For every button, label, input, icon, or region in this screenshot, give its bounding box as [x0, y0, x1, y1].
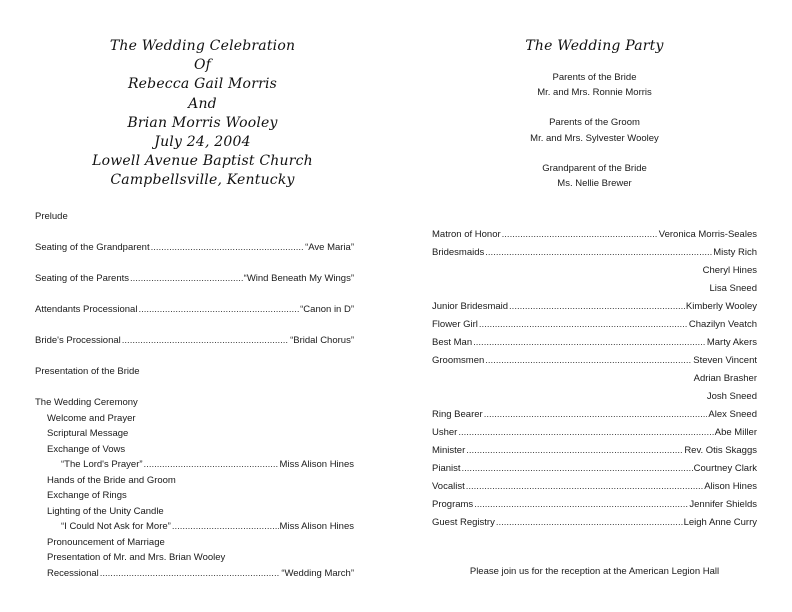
dot-leader [172, 519, 279, 535]
groom-name: Brian Morris Wooley [127, 114, 278, 131]
party-name: Alex Sneed [708, 409, 757, 420]
dot-leader [485, 244, 712, 262]
dot-leader [100, 566, 281, 582]
party-name: Steven Vincent [693, 355, 757, 366]
program-item-ceremony: The Wedding Ceremony [35, 397, 138, 408]
program-item-seating-parents [35, 271, 354, 287]
ceremony-step-recessional [35, 566, 354, 582]
wedding-date: July 24, 2004 [154, 134, 251, 151]
party-name: Misty Rich [713, 247, 757, 258]
ceremony-step-hands: Hands of the Bride and Groom [47, 474, 176, 486]
party-name: Lisa Sneed [709, 283, 757, 294]
party-role: Vocalist [432, 481, 465, 492]
dot-leader [479, 316, 688, 334]
party-name: Alison Hines [704, 481, 757, 492]
party-row-flower-girl [432, 316, 757, 334]
dot-leader [509, 298, 685, 316]
program-item-value: “Wedding March” [281, 567, 354, 579]
ceremony-step-vows: Exchange of Vows [47, 443, 126, 455]
program-item-label: Attendants Processional [35, 304, 138, 315]
title-line: The Wedding Celebration [109, 38, 296, 54]
left-panel [35, 0, 354, 612]
program-item-label: Seating of the Grandparent [35, 242, 150, 253]
party-row-bridesmaids [432, 244, 757, 262]
party-role: Minister [432, 445, 466, 456]
right-panel [432, 0, 757, 612]
title-line: Of [193, 57, 212, 74]
program-item-attendants [35, 302, 354, 318]
party-role: Flower Girl [432, 319, 478, 330]
dot-leader [122, 333, 289, 349]
party-row-ring-bearer [432, 406, 757, 424]
party-name: Cheryl Hines [702, 265, 757, 276]
party-row-groomsmen [432, 352, 757, 370]
party-name: Marty Akers [706, 337, 757, 348]
party-name: Abe Miller [714, 427, 757, 438]
program-item-value: “Canon in D” [300, 304, 354, 315]
dot-leader [458, 424, 713, 442]
dot-leader [484, 406, 708, 424]
program-item-label: Seating of the Parents [35, 273, 130, 284]
program-item-label: Recessional [47, 567, 99, 579]
grandparent-heading: Grandparent of the Bride [542, 162, 647, 174]
dot-leader [474, 496, 688, 514]
party-role: Ring Bearer [432, 409, 483, 420]
dot-leader [138, 302, 299, 318]
reception-note: Please join us for the reception at the American Legion Hall [469, 566, 720, 577]
party-name: Rev. Otis Skaggs [684, 445, 757, 456]
parents-groom-heading: Parents of the Groom [549, 117, 640, 129]
party-row-usher [432, 424, 757, 442]
program-item-label: “I Could Not Ask for More” [61, 521, 171, 532]
parents-bride-heading: Parents of the Bride [552, 72, 637, 83]
parents-groom-names: Mr. and Mrs. Sylvester Wooley [530, 132, 659, 144]
wedding-party-title: The Wedding Party [525, 38, 664, 54]
dot-leader [485, 352, 692, 370]
party-role: Guest Registry [432, 517, 495, 528]
party-name: Jennifer Shields [689, 499, 757, 510]
party-row-junior-bridesmaid [432, 298, 757, 316]
program-item-value: Miss Alison Hines [279, 459, 354, 470]
dot-leader [496, 514, 683, 532]
dot-leader [473, 334, 706, 352]
dot-leader [130, 271, 243, 287]
party-role: Junior Bridesmaid [432, 301, 509, 312]
family-section [432, 70, 757, 191]
ceremony-step-presentation-couple: Presentation of Mr. and Mrs. Brian Wooley [47, 552, 226, 563]
party-name: Adrian Brasher [693, 373, 757, 384]
ceremony-song-lords-prayer [35, 457, 354, 473]
celebration-title-block [43, 37, 362, 191]
party-role: Programs [432, 499, 474, 510]
party-role: Pianist [432, 463, 461, 474]
ceremony-step-rings: Exchange of Rings [47, 490, 127, 501]
program-item-value: “Bridal Chorus” [290, 335, 354, 346]
program-item-label: Bride's Processional [35, 335, 121, 346]
dot-leader [144, 457, 279, 473]
program-item-label: “The Lord's Prayer” [61, 459, 143, 470]
dot-leader [466, 442, 683, 460]
party-role: Matron of Honor [432, 229, 501, 240]
program-order [35, 209, 354, 581]
program-item-value: “Wind Beneath My Wings” [243, 273, 354, 284]
ceremony-song-could-not-ask [35, 519, 354, 535]
party-row-guest-registry [432, 514, 757, 532]
party-row-pianist [432, 460, 757, 478]
title-line: And [188, 95, 217, 112]
ceremony-step-scriptural: Scriptural Message [47, 428, 129, 439]
bride-name: Rebecca Gail Morris [127, 76, 278, 93]
grandparent-name: Ms. Nellie Brewer [557, 178, 632, 190]
party-name: Chazilyn Veatch [688, 319, 757, 330]
party-name: Kimberly Wooley [685, 301, 757, 312]
party-role: Bridesmaids [432, 247, 485, 258]
ceremony-step-pronouncement: Pronouncement of Marriage [47, 536, 165, 548]
party-name: Josh Sneed [706, 391, 757, 402]
party-name: Courtney Clark [693, 463, 757, 474]
program-item-value: “Ave Maria” [305, 242, 354, 253]
church-name: Lowell Avenue Baptist Church [92, 153, 313, 170]
dot-leader [502, 226, 658, 244]
parents-bride-names: Mr. and Mrs. Ronnie Morris [537, 87, 652, 99]
program-item-value: Miss Alison Hines [279, 521, 354, 532]
party-name: Veronica Morris-Seales [658, 229, 757, 240]
program-item-presentation-bride: Presentation of the Bride [35, 366, 140, 377]
dot-leader [462, 460, 693, 478]
program-item-brides-processional [35, 333, 354, 349]
program-item-prelude: Prelude [35, 211, 68, 222]
party-row-matron [432, 226, 757, 244]
party-row-programs [432, 496, 757, 514]
dot-leader [466, 478, 703, 496]
party-role: Usher [432, 427, 458, 438]
party-role: Best Man [432, 337, 473, 348]
dot-leader [151, 240, 304, 256]
party-row-vocalist [432, 478, 757, 496]
ceremony-step-unity: Lighting of the Unity Candle [47, 505, 164, 517]
program-item-seating-grandparent [35, 240, 354, 256]
church-location: Campbellsville, Kentucky [110, 172, 295, 189]
wedding-party-list [432, 226, 757, 532]
party-row-best-man [432, 334, 757, 352]
wedding-party-title-block [432, 37, 757, 56]
ceremony-step-welcome: Welcome and Prayer [47, 412, 136, 424]
party-role: Groomsmen [432, 355, 485, 366]
party-name: Leigh Anne Curry [683, 517, 757, 528]
party-row-minister [432, 442, 757, 460]
